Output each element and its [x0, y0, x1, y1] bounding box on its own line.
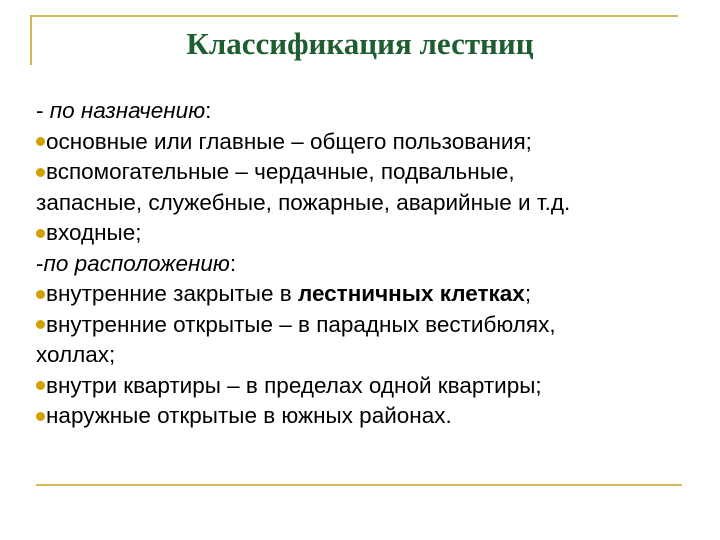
list-item-text: запасные, служебные, пожарные, аварийные и т.д.: [36, 189, 571, 215]
colon-suffix: :: [205, 98, 212, 123]
list-item-text: вспомогательные – чердачные, подвальные,: [46, 159, 515, 184]
bullet-icon: [36, 137, 45, 146]
top-frame-line: [30, 15, 678, 17]
slide-title: Классификация лестниц: [186, 26, 534, 61]
list-item-continuation: [36, 340, 716, 371]
list-item: [36, 127, 716, 158]
section-heading-text: по расположению: [43, 250, 230, 276]
list-item: [36, 218, 716, 249]
bottom-rule-line: [36, 484, 682, 486]
list-item-bold-text: лестничных клетках: [297, 281, 525, 306]
list-item-text: холлах;: [36, 342, 116, 367]
bullet-icon: [36, 320, 45, 329]
section-heading-purpose: [36, 96, 716, 127]
list-item-continuation: [36, 188, 716, 219]
bullet-icon: [36, 412, 45, 421]
list-item: [36, 401, 716, 432]
list-item-text: входные;: [46, 220, 142, 245]
list-item: [36, 371, 716, 402]
list-item-text: внутренние открытые – в парадных вестибюлях,: [46, 311, 556, 337]
section-heading-text: по назначению: [49, 98, 206, 123]
colon-suffix: :: [229, 250, 237, 276]
bullet-icon: [36, 229, 45, 238]
list-item: [36, 157, 716, 188]
dash-prefix: -: [36, 250, 44, 276]
list-item-text: внутренние закрытые в: [46, 281, 298, 306]
list-item-text: внутри квартиры – в пределах одной квартиры;: [46, 372, 542, 398]
dash-prefix: -: [36, 98, 50, 123]
bullet-icon: [36, 168, 45, 177]
list-item-text: наружные открытые в южных районах.: [46, 403, 452, 428]
list-item: [36, 310, 716, 341]
section-heading-location: [36, 249, 716, 280]
list-item: [36, 279, 716, 310]
list-item-text: основные или главные – общего пользования;: [46, 128, 532, 154]
bullet-icon: [36, 290, 45, 299]
bullet-icon: [36, 381, 45, 390]
list-item-text-end: ;: [524, 281, 532, 306]
slide-body: [36, 96, 716, 432]
